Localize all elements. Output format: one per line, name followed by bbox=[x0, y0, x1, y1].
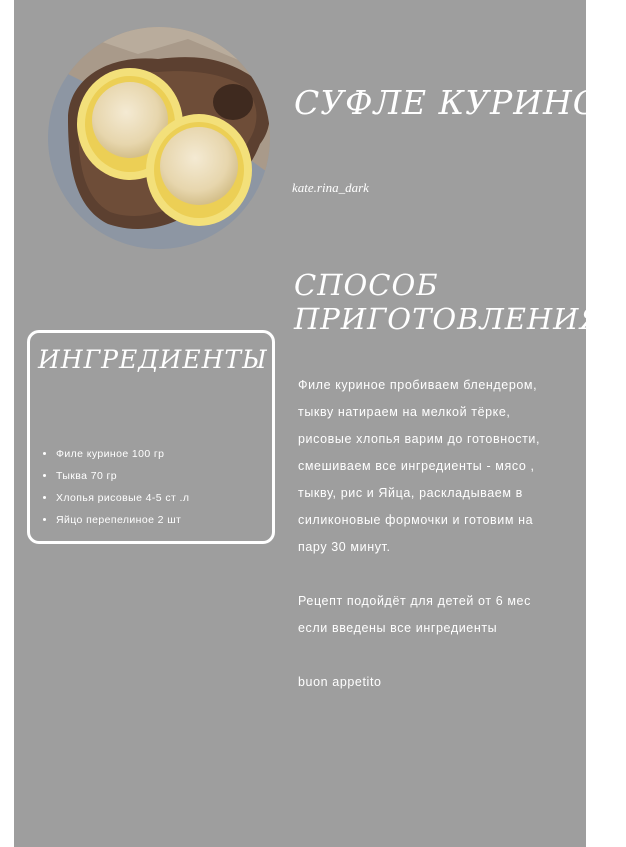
method-line: тыкву, рис и Яйца, раскладываем в bbox=[298, 486, 523, 500]
method-title-line: ПРИГОТОВЛЕНИЯ bbox=[294, 302, 604, 336]
ingredients-title: ИНГРЕДИЕНТЫ bbox=[38, 345, 268, 374]
method-text bbox=[298, 372, 566, 696]
list-item: • Филе куриное 100 гр bbox=[56, 443, 189, 465]
method-line: рисовые хлопья варим до готовности, bbox=[298, 432, 541, 446]
list-item: • Тыква 70 гр bbox=[56, 465, 189, 487]
method-title bbox=[294, 268, 604, 336]
method-line: смешиваем все ингредиенты - мясо , bbox=[298, 459, 535, 473]
list-item: • Яйцо перепелиное 2 шт bbox=[56, 509, 189, 531]
ingredients-list bbox=[36, 443, 189, 531]
method-title-line: СПОСОБ bbox=[294, 268, 439, 302]
souffle-photo-icon bbox=[48, 24, 270, 252]
sign-off: buon appetito bbox=[298, 675, 382, 689]
recipe-title: СУФЛЕ КУРИНОЕ bbox=[294, 83, 626, 122]
method-line: пару 30 минут. bbox=[298, 540, 391, 554]
method-line: тыкву натираем на мелкой тёрке, bbox=[298, 405, 511, 419]
note-line: если введены все ингредиенты bbox=[298, 621, 498, 635]
list-item: • Хлопья рисовые 4-5 ст .л bbox=[56, 487, 189, 509]
ingredients-box bbox=[27, 330, 275, 544]
method-line: Филе куриное пробиваем блендером, bbox=[298, 378, 538, 392]
recipe-card bbox=[14, 0, 626, 847]
note-line: Рецепт подойдёт для детей от 6 мес bbox=[298, 594, 531, 608]
method-line: силиконовые формочки и готовим на bbox=[298, 513, 534, 527]
author-handle: kate.rina_dark bbox=[292, 180, 369, 195]
